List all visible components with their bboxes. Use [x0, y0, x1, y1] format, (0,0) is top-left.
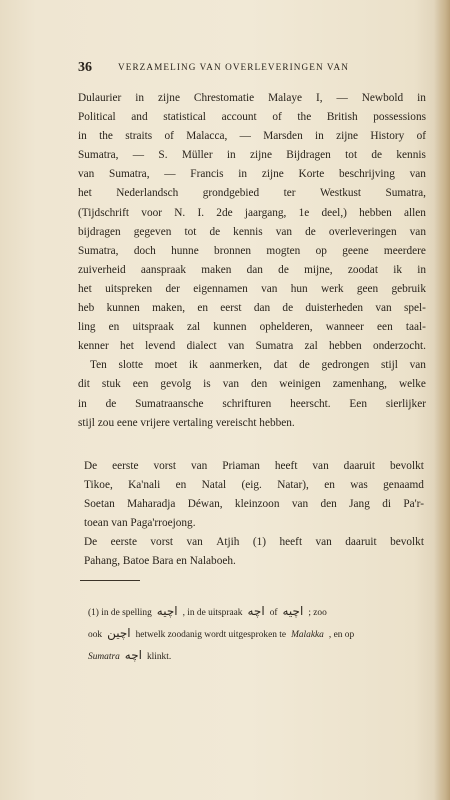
footnote-text: , in de uitspraak	[182, 608, 243, 618]
main-text	[78, 89, 426, 433]
text-line: De eerste vorst van Priaman heeft van daaruit bevolkt	[84, 460, 424, 472]
text-line: De eerste vorst van Atjih (1) heeft van daaruit bevolkt	[84, 536, 424, 549]
arabic-script: اچه	[124, 648, 142, 662]
footnote	[88, 600, 424, 666]
footnote-text: Malakka	[291, 630, 324, 640]
footnote-text: ; zoo	[308, 608, 327, 618]
text-line: Sumatra, doch hunne bronnen mogten op geene meerdere	[78, 244, 426, 257]
footnote-text: klinkt.	[146, 652, 172, 662]
footnote-text: (1) in de spelling	[88, 608, 152, 618]
text-line: (Tijdschrift voor N. I. 2de jaargang, 1e deel,) hebben allen	[78, 206, 426, 219]
footnote-text: hetwelk zoodanig wordt uitgesproken te	[135, 630, 287, 640]
page-edge-shadow	[434, 0, 450, 800]
text-line: in de Sumatraansche schrifturen heerscht. Een sierlijker	[78, 397, 426, 410]
text-line: bijdragen gegeven tot de kennis van de overleveringen van	[78, 225, 426, 238]
text-line: in the straits of Malacca, — Marsden in zijne History of	[78, 130, 426, 143]
text-line: ling en uitspraak zal kunnen ophelderen, wanneer een taal-	[78, 321, 426, 334]
text-line: toean van Paga'rroejong.	[84, 517, 196, 530]
text-line: het Nederlandsch grondgebied ter Westkust Sumatra,	[78, 187, 426, 200]
footnote-line	[88, 644, 424, 666]
second-text-block	[84, 457, 424, 572]
text-line: Political and statistical account of the British possessions	[78, 111, 426, 124]
footnote-line	[88, 622, 424, 644]
page-header	[78, 60, 424, 78]
footnote-line	[88, 600, 424, 622]
text-line: Soetan Maharadja Déwan, kleinzoon van den Jang di Pa'r-	[84, 498, 424, 511]
arabic-script: اچيه	[156, 604, 178, 618]
footnote-divider	[80, 580, 140, 581]
footnote-text: of	[269, 608, 278, 618]
text-line: Ten slotte moet ik aanmerken, dat de gedrongen stijl van	[90, 359, 426, 372]
footnote-text: , en op	[328, 630, 355, 640]
footnote-text: Sumatra	[88, 652, 120, 662]
text-line: Pahang, Batoe Bara en Nalaboeh.	[84, 555, 236, 568]
running-title: VERZAMELING VAN OVERLEVERINGEN VAN	[118, 62, 349, 72]
arabic-script: اچين	[107, 626, 131, 640]
arabic-script: اچه	[247, 604, 265, 618]
text-line: Sumatra, — S. Müller in zijne Bijdragen tot de kennis	[78, 149, 426, 162]
text-line: van Sumatra, — Francis in zijne Korte beschrijving van	[78, 168, 426, 181]
arabic-script: اچيه	[282, 604, 304, 618]
page-number: 36	[78, 60, 92, 75]
text-line: kenner het levend dialect van Sumatra zal hebben onderzocht.	[78, 340, 426, 353]
text-line: dit stuk een gevolg is van den weinigen zamenhang, welke	[78, 378, 426, 391]
text-line: zuiverheid aanspraak maken dan de mijne, zoodat ik in	[78, 263, 426, 276]
text-line: heb kunnen maken, en eerst dan de duisterheden van spel-	[78, 302, 426, 315]
text-line: Tikoe, Ka'nali en Natal (eig. Natar), en was genaamd	[84, 479, 424, 492]
text-line: stijl zou eene vrijere vertaling vereischt hebben.	[78, 416, 295, 429]
footnote-text: ook	[88, 630, 103, 640]
text-line: het uitspreken der eigennamen van hun werk geen gebruik	[78, 282, 426, 295]
text-line: Dulaurier in zijne Chrestomatie Malaye I, — Newbold in	[78, 92, 426, 104]
